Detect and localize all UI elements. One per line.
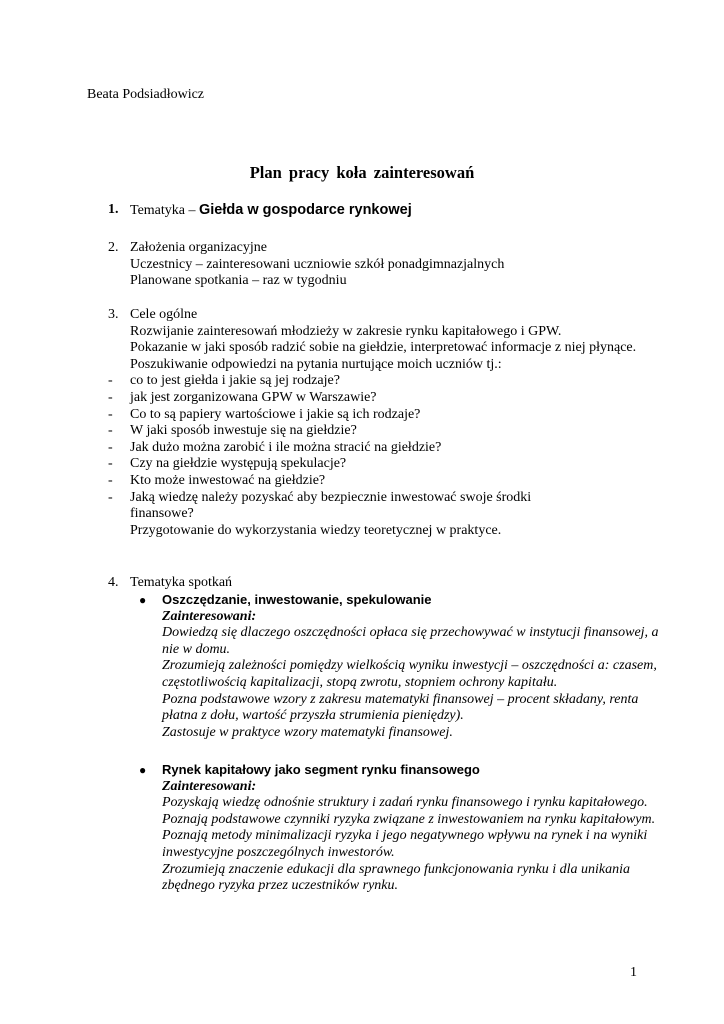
- section-line: Planowane spotkania – raz w tygodniu: [130, 273, 347, 289]
- section-heading: Cele ogólne: [130, 307, 198, 322]
- document-title: Plan pracy koła zainteresowań: [249, 163, 475, 182]
- list-item: - Jaką wiedzę należy pozyskać aby bezpiecznie inwestować swoje środki finansowe?: [108, 489, 532, 522]
- list-item: - Czy na giełdzie występują spekulacje?: [108, 456, 347, 472]
- topic-subtitle: Zainteresowani:: [162, 778, 257, 794]
- list-item: - jak jest zorganizowana GPW w Warszawie?: [108, 389, 377, 405]
- section-line: Poszukiwanie odpowiedzi na pytania nurtujące moich uczniów tj.:: [130, 356, 502, 372]
- bullet-icon: ●: [139, 593, 147, 607]
- section-label: Tematyka –: [130, 203, 199, 218]
- topic-line: Zastosuje w praktyce wzory matematyki finansowej.: [162, 724, 453, 740]
- section-4: [108, 575, 668, 592]
- list-item: - co to jest giełda i jakie są jej rodzaje?: [108, 373, 340, 389]
- topic-line: Poznają podstawowe czynniki ryzyka związane z inwestowaniem na rynku kapitałowym.: [162, 811, 656, 827]
- bullet-icon: ●: [139, 763, 147, 777]
- topic-line: Poznają metody minimalizacji ryzyka i jego negatywnego wpływu na rynek i na wyniki inwestycyjne poszczególnych inwestorów.: [162, 828, 648, 860]
- list-item: - W jaki sposób inwestuje się na giełdzie?: [108, 423, 357, 439]
- section-2: [108, 240, 668, 290]
- topic-line: Dowiedzą się dlaczego oszczędności opłaca się przechowywać w instytucji finansowej, a nie w domu.: [162, 625, 659, 657]
- section-number: 1.: [108, 202, 119, 217]
- section-line: Uczestnicy – zainteresowani uczniowie szkół ponadgimnazjalnych: [130, 256, 505, 272]
- list-item: - Jak dużo można zarobić i ile można stracić na giełdzie?: [108, 439, 442, 455]
- page-number: 1: [630, 965, 637, 980]
- topic-line: Pozyskają wiedzę odnośnie struktury i zadań rynku finansowego i rynku kapitałowego.: [162, 795, 648, 811]
- section-number: 2.: [108, 240, 119, 255]
- section-number: 3.: [108, 307, 119, 322]
- topic-line: Pozna podstawowe wzory z zakresu matematyki finansowej – procent składany, renta płatna z dołu, wartość przyszła strumienia pieniędzy).: [162, 691, 639, 724]
- list-item: - Co to są papiery wartościowe i jakie są ich rodzaje?: [108, 406, 421, 422]
- list-item: - Kto może inwestować na giełdzie?: [108, 472, 326, 488]
- section-1: [108, 202, 668, 220]
- question-list: [108, 373, 668, 522]
- author-name: Beata Podsiadłowicz: [87, 87, 205, 102]
- section-number: 4.: [108, 575, 119, 590]
- topic-2: [139, 762, 662, 895]
- section-3: [108, 307, 668, 539]
- section-line: Rozwijanie zainteresowań młodzieży w zakresie rynku kapitałowego i GPW.: [130, 323, 562, 339]
- topic-title: Rynek kapitałowy jako segment rynku finansowego: [162, 762, 480, 777]
- section-closing: Przygotowanie do wykorzystania wiedzy teoretycznej w praktyce.: [130, 522, 502, 538]
- topic-title: Oszczędzanie, inwestowanie, spekulowanie: [162, 592, 432, 607]
- section-topic: Giełda w gospodarce rynkowej: [199, 202, 412, 218]
- topic-subtitle: Zainteresowani:: [162, 608, 257, 624]
- topic-line: Zrozumieją znaczenie edukacji dla sprawnego funkcjonowania rynku i dla unikania zbędnego ryzyka przez uczestników rynku.: [162, 861, 631, 894]
- section-heading: Założenia organizacyjne: [130, 240, 267, 255]
- topic-1: [139, 592, 662, 741]
- section-line: Pokazanie w jaki sposób radzić sobie na giełdzie, interpretować informacje z niej płynące.: [130, 340, 637, 356]
- topic-line: Zrozumieją zależności pomiędzy wielkością wyniku inwestycji – oszczędności a: czasem, częstotliwością kapitalizacji, stopą zwrotu, stopniem ochrony kapitału.: [162, 658, 657, 690]
- section-heading: Tematyka spotkań: [130, 575, 233, 590]
